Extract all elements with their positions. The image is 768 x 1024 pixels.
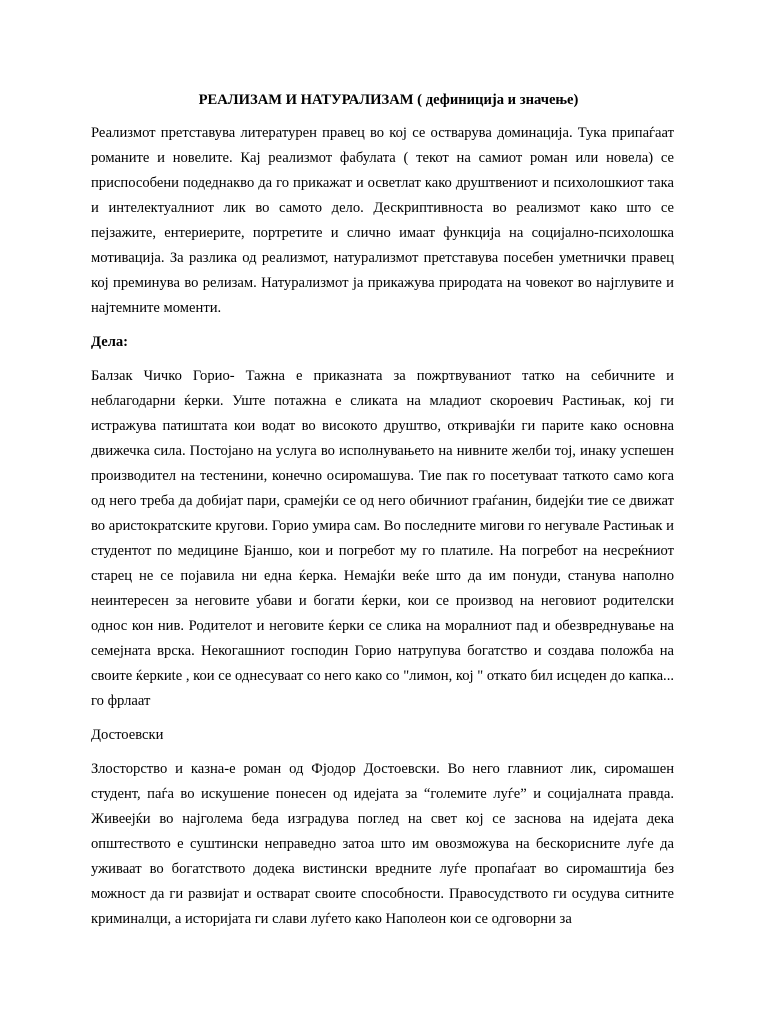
balzac-paragraph: Балзак Чичко Горио- Тажна е приказната за пожртвуваниот татко на себичните и неблагодарни ќерки. Уште потажна е сликата на младиот скороевич Растињак, кој ги истражува патиштата кои водат во високото друштво, откривајќи ги парите како основна движечка сила. Постојано на услуга во исполнувањето на нивните желби тој, инаку успешен производител на тестенини, конечно осиромашува. Тие пак го посетуваат таткото само кога од него треба да добијат пари, срамејќи се од него обичниот граѓанин, бидејќи тие се движат во аристократските кругови. Горио умира сам. Во последните мигови го негувале Растињак и студентот по медицине Бјаншо, кои и погребот му го платиле. На погребот на несреќниот старец не се појавила ни една ќерка. Немајќи веќе што да им понуди, станува наполно неинтересен за неговите убави и богати ќерки, кои се производ на неговиот родителски однос кон нив. Родителот и неговите ќерки се слика на моралниот пад и обезвреднување на семејната врска. Некогашниот господин Горио натрупува богатство и создава положба на своите ќеркиte , кои се однесуваат со него како со "лимон, кој " откато бил исцеден до капка... го фрлаат xyxy=(91,368,674,709)
dostoevsky-paragraph: Злосторство и казна-е роман од Фјодор Достоевски. Во него главниот лик, сиромашен студент, паѓа во искушение понесен од идејата за “големите луѓе” и социјалната правда. Живеејќи во најголема беда изградува поглед на свет кој се заснова на идејата дека општеството е суштински неправедно затоа што им овозможува на бескорисните луѓе да уживаат во богатството додека вистински вредните луѓе пропаѓаат во сиромаштија без можност да ги развијат и остварат своите способности. Правосудството ги осудува ситните криминалци, а историјата ги слави луѓето како Наполеон кои се одговорни за xyxy=(91,761,674,927)
intro-paragraph: Реализмот претставува литературен правец во кој се остварува доминација. Тука припаѓаат романите и новелите. Кај реализмот фабулата ( текот на самиот роман или новела) се приспособени подеднакво да го прикажат и осветлат како друштвениот и психолошкиот така и интелектуалниот лик во самото дело. Дескриптивноста во реализмот како што се пејзажите, ентериерите, портретите и слично имаат функција на социјално-психолошка мотивација. За разлика од реализмот, натурализмот претставува посебен уметнички правец кој преминува во релизам. Натурализмот ја прикажува природата на човекот во најглувите и најтемните моменти. xyxy=(91,125,674,316)
works-heading: Дела: xyxy=(91,334,129,350)
document-body xyxy=(91,88,674,941)
dostoevsky-heading: Достоевски xyxy=(91,727,164,743)
document-title: РЕАЛИЗАМ И НАТУРАЛИЗАМ ( дефиниција и значење) xyxy=(198,92,579,108)
